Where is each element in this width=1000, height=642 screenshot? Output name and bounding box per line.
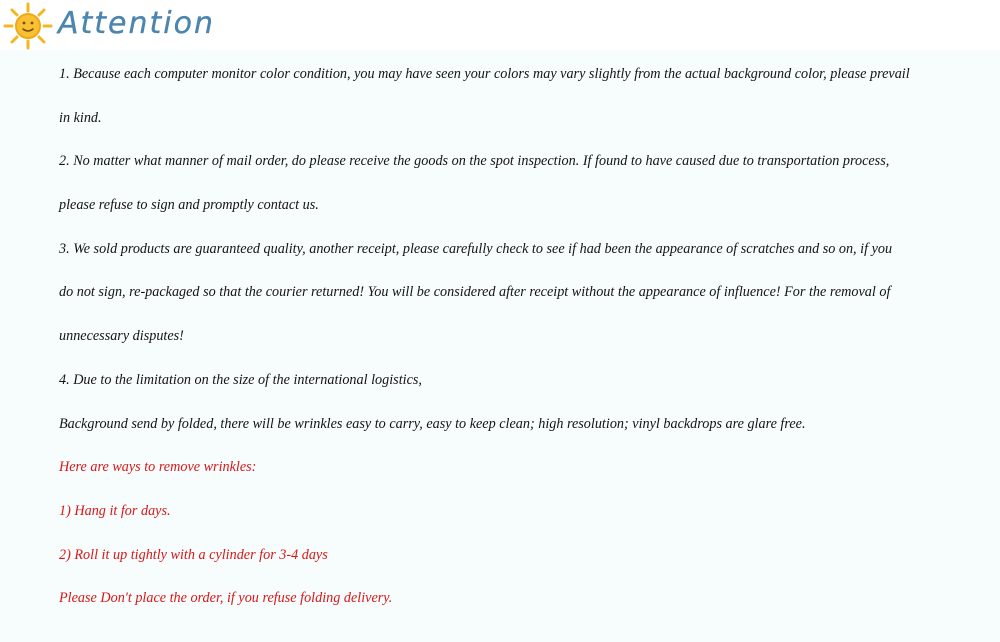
wrinkle-tips-heading: Here are ways to remove wrinkles: <box>59 459 257 476</box>
header-banner <box>0 0 1000 50</box>
folding-warning: Please Don't place the order, if you refuse folding delivery. <box>59 590 393 607</box>
page-title: Attention <box>58 6 215 41</box>
notice-line: in kind. <box>59 109 102 126</box>
notice-text <box>59 60 969 628</box>
notice-line: 3. We sold products are guaranteed quality, another receipt, please carefully check to see if had been the appearance of scratches and so on, if you <box>59 240 893 257</box>
notice-line: 1. Because each computer monitor color condition, you may have seen your colors may vary slightly from the actual background color, please prevail <box>59 66 910 82</box>
notice-line: 4. Due to the limitation on the size of the international logistics, <box>59 371 422 388</box>
notice-line: unnecessary disputes! <box>59 328 184 345</box>
notice-line: 2. No matter what manner of mail order, do please receive the goods on the spot inspection. If found to have caused due to transportation process, <box>59 153 890 170</box>
wrinkle-tip: 1) Hang it for days. <box>59 502 171 519</box>
wrinkle-tip: 2) Roll it up tightly with a cylinder for 3-4 days <box>59 546 328 563</box>
notice-line: do not sign, re-packaged so that the courier returned! You will be considered after receipt without the appearance of influence! For the removal of <box>59 284 891 301</box>
notice-line: please refuse to sign and promptly contact us. <box>59 197 319 214</box>
notice-panel <box>0 50 1000 642</box>
notice-line: Background send by folded, there will be wrinkles easy to carry, easy to keep clean; high resolution; vinyl backdrops are glare free. <box>59 415 806 432</box>
sun-icon <box>2 2 54 50</box>
